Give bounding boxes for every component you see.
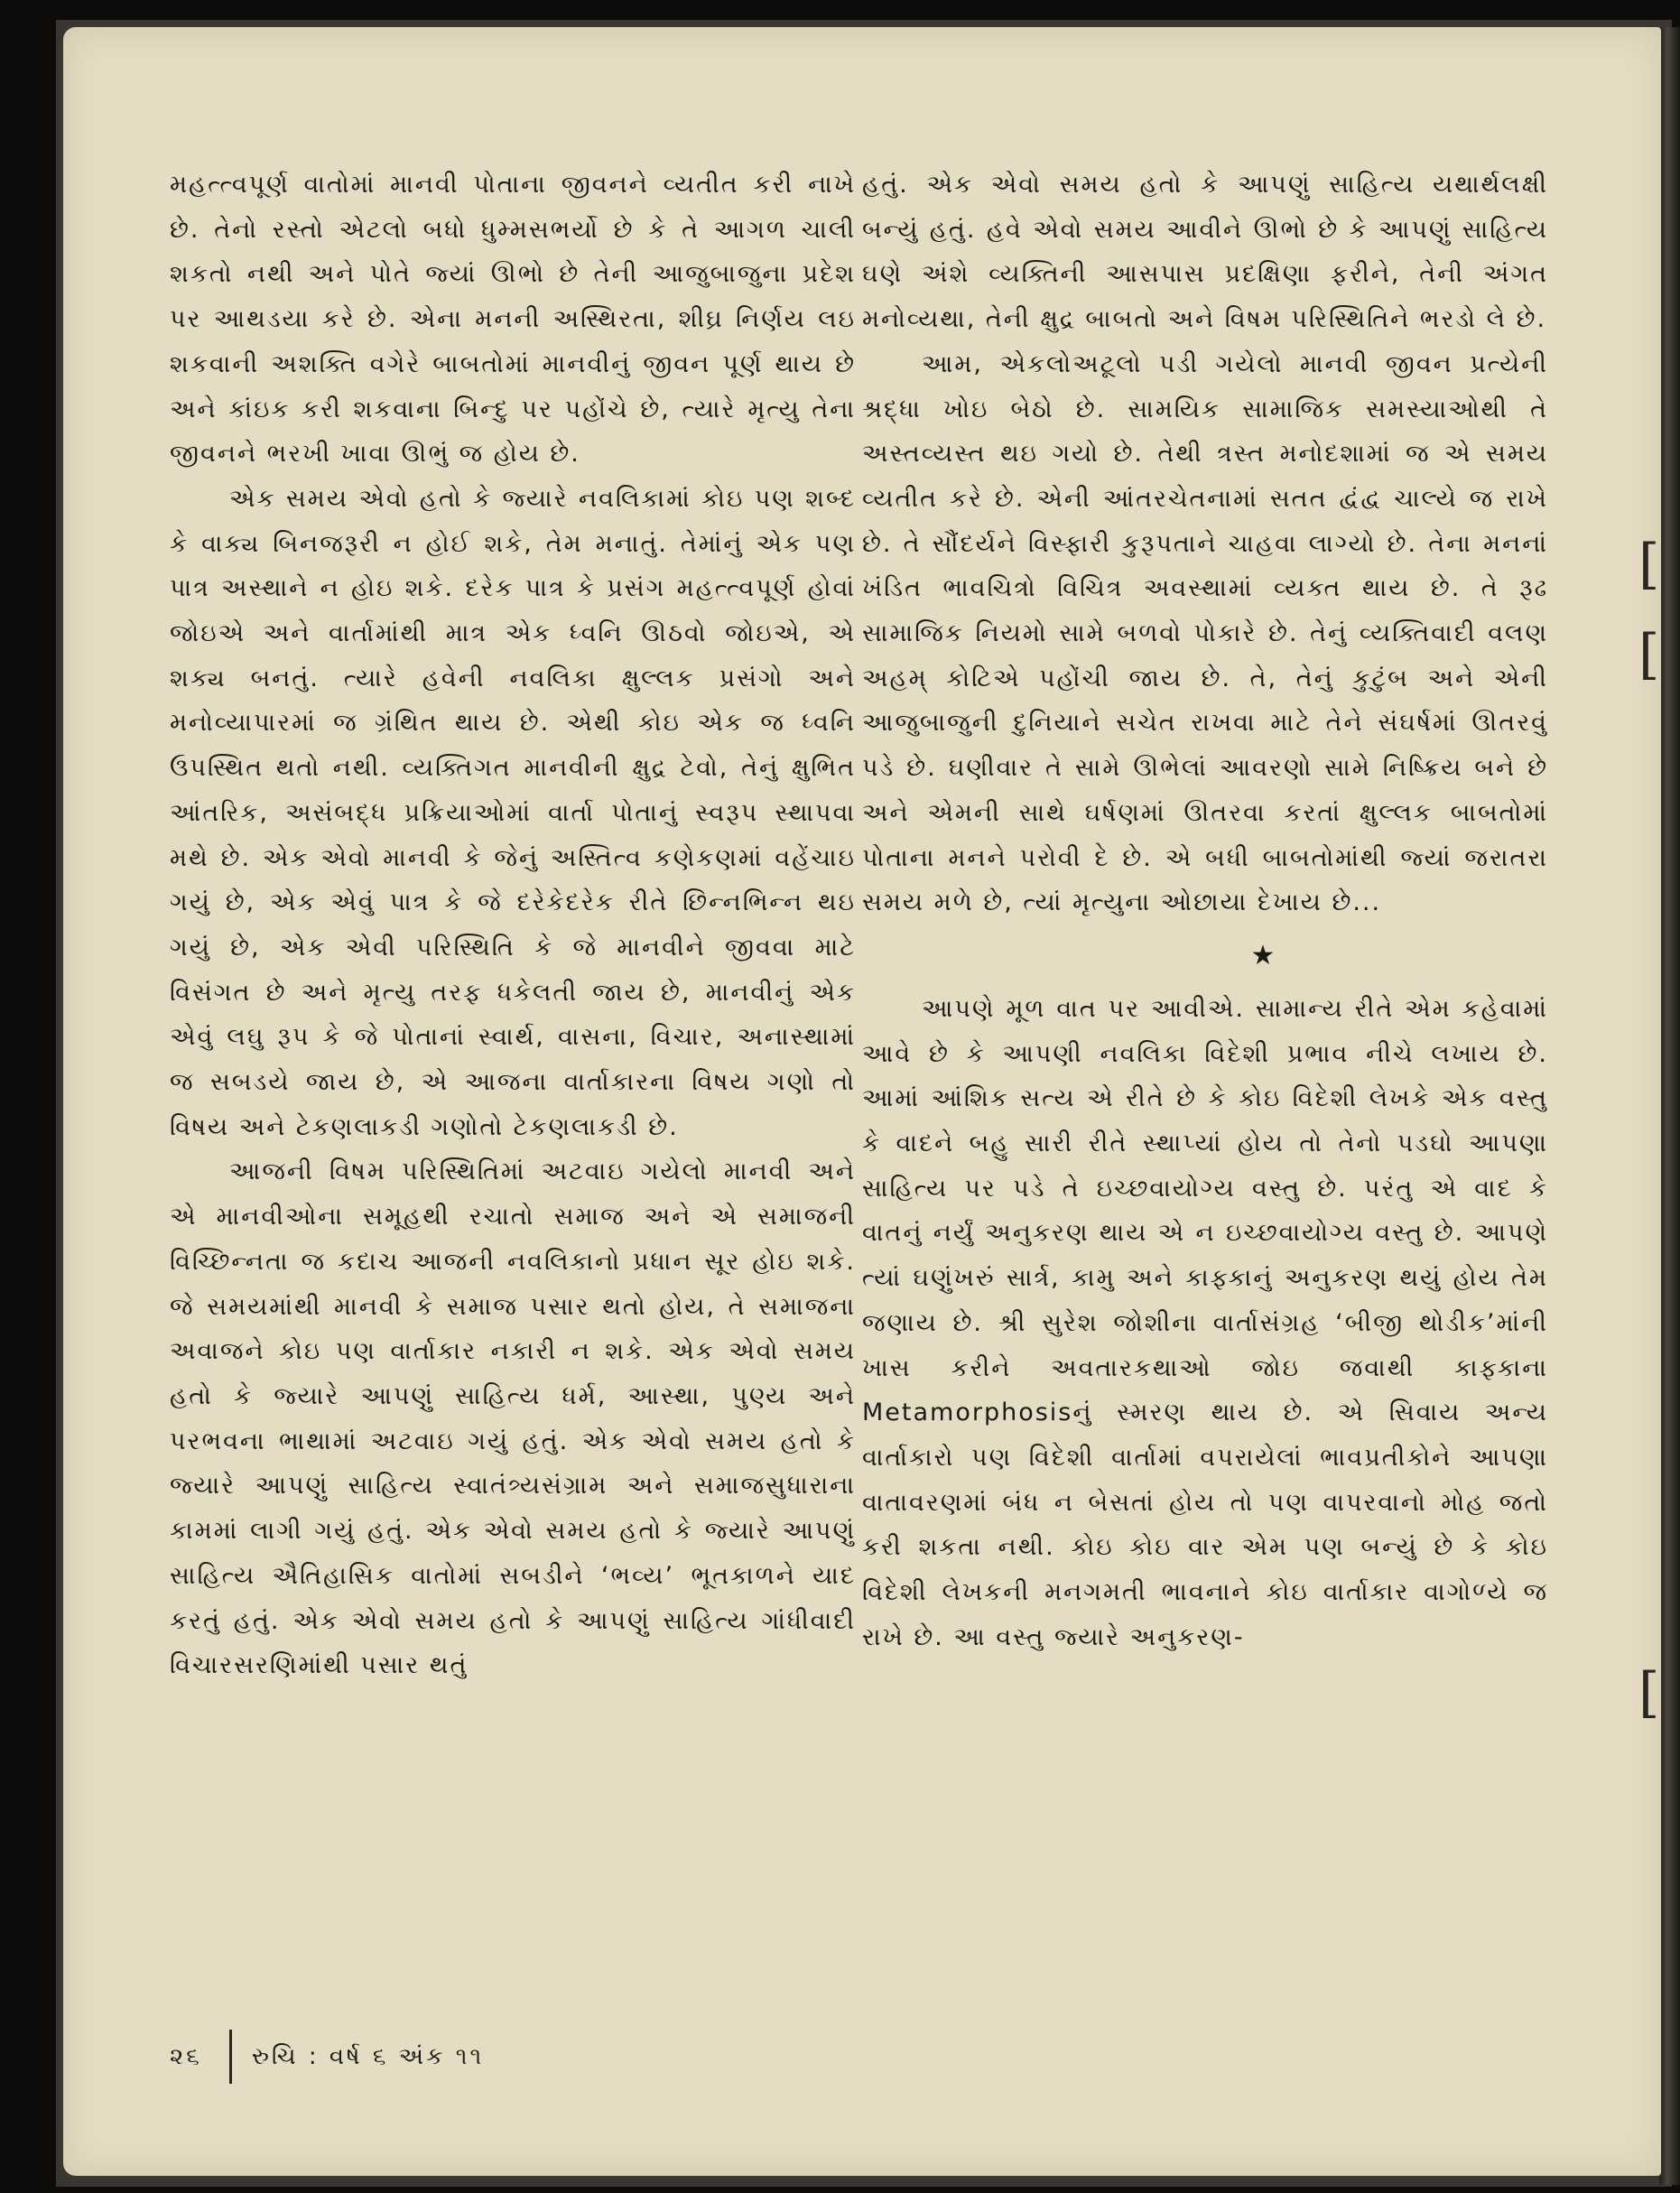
- edge-mark: [: [1638, 1661, 1660, 1724]
- paragraph: હતું. એક એવો સમય હતો કે આપણું સાહિત્ય યથાર્થલક્ષી બન્યું હતું. હવે એવો સમય આવીને ઊભો છે કે આપણું સાહિત્ય ઘણે અંશે વ્યક્તિની આસપાસ પ્રદક્ષિણા ફરીને, તેની અંગત મનોવ્યથા, તેની ક્ષુદ્ર બાબતો અને વિષમ પરિસ્થિતિને ભરડો લે છે.: [862, 171, 1548, 334]
- paragraph: આપણે મૂળ વાત પર આવીએ. સામાન્ય રીતે એમ કહેવામાં આવે છે કે આપણી નવલિકા વિદેશી પ્રભાવ નીચે લખાય છે. આમાં આંશિક સત્ય એ રીતે છે કે કોઇ વિદેશી લેખકે એક વસ્તુ કે વાદને બહુ સારી રીતે સ્થાપ્યાં હોય તો તેનો પડઘો આપણા સાહિત્ય પર પડે તે ઇચ્છવાયોગ્ય વસ્તુ છે. પરંતુ એ વાદ કે વાતનું નર્યું અનુકરણ થાય એ ન ઇચ્છવાયોગ્ય વસ્તુ છે. આપણે ત્યાં ઘણુંખરું સાર્ત્ર, કામુ અને કાફ્કાનું અનુકરણ થયું હોય તેમ જણાય છે. શ્રી સુરેશ જોશીના વાર્તાસંગ્રહ ‘બીજી થોડીક’માંની ખાસ કરીને અવતારકથાઓ જોઇ જવાથી કાફ્કાના Metamorphosisનું સ્મરણ થાય છે. એ સિવાય અન્ય વાર્તાકારો પણ વિદેશી વાર્તામાં વપરાયેલાં ભાવપ્રતીકોને આપણા વાતાવરણમાં બંધ ન બેસતાં હોય તો પણ વાપરવાનો મોહ જતો કરી શકતા નથી. કોઇ કોઇ વાર એમ પણ બન્યું છે કે કોઇ વિદેશી લેખકની મનગમતી ભાવનાને કોઇ વાર્તાકાર વાગોળ્યે જ રાખે છે. આ વસ્તુ જ્યારે અનુકરણ-: [862, 994, 1548, 1651]
- paragraph: એક સમય એવો હતો કે જ્યારે નવલિકામાં કોઇ પણ શબ્દ કે વાક્ય બિનજરૂરી ન હોઈ શકે, તેમ મનાતું. તેમાંનું એક પણ પાત્ર અસ્થાને ન હોઇ શકે. દરેક પાત્ર કે પ્રસંગ મહત્ત્વપૂર્ણ હોવાં જોઇએ અને વાર્તામાંથી માત્ર એક ધ્વનિ ઊઠવો જોઇએ, એ શક્ય બનતું. ત્યારે હવેની નવલિકા ક્ષુલ્લક પ્રસંગો અને મનોવ્યાપારમાં જ ગ્રંથિત થાય છે. એથી કોઇ એક જ ધ્વનિ ઉપસ્થિત થતો નથી. વ્યક્તિગત માનવીની ક્ષુદ્ર ટેવો, તેનું ક્ષુભિત આંતરિક, અસંબદ્ધ પ્રક્રિયાઓમાં વાર્તા પોતાનું સ્વરૂપ સ્થાપવા મથે છે. એક એવો માનવી કે જેનું અસ્તિત્વ કણેકણમાં વહેંચાઇ ગયું છે, એક એવું પાત્ર કે જે દરેકેદરેક રીતે છિન્નભિન્ન થઇ ગયું છે, એક એવી પરિસ્થિતિ કે જે માનવીને જીવવા માટે વિસંગત છે અને મૃત્યુ તરફ ધકેલતી જાય છે, માનવીનું એક એવું લઘુ રૂપ કે જે પોતાનાં સ્વાર્થ, વાસના, વિચાર, અનાસ્થામાં જ સબડયે જાય છે, એ આજના વાર્તાકારના વિષય ગણો તો વિષય અને ટેકણલાકડી ગણોતો ટેકણલાકડી છે.: [170, 484, 856, 1141]
- paragraph: મહત્ત્વપૂર્ણ વાતોમાં માનવી પોતાના જીવનને વ્યતીત કરી નાખે છે. તેનો રસ્તો એટલો બધો ધુમ્મસભર્યો છે કે તે આગળ ચાલી શકતો નથી અને પોતે જ્યાં ઊભો છે તેની આજુબાજુના પ્રદેશ પર આથડયા કરે છે. એના મનની અસ્થિરતા, શીઘ્ર નિર્ણય લઇ શકવાની અશક્તિ વગેરે બાબતોમાં માનવીનું જીવન પૂર્ણ થાય છે અને કાંઇક કરી શકવાના બિન્દુ પર પહોંચે છે, ત્યારે મૃત્યુ તેના જીવનને ભરખી ખાવા ઊભું જ હોય છે.: [170, 171, 856, 469]
- paragraph: આમ, એકલોઅટૂલો પડી ગયેલો માનવી જીવન પ્રત્યેની શ્રદ્ધા ખોઇ બેઠો છે. સામયિક સામાજિક સમસ્યાઓથી તે અસ્તવ્યસ્ત થઇ ગયો છે. તેથી ત્રસ્ત મનોદશામાં જ એ સમય વ્યતીત કરે છે. એની આંતરચેતનામાં સતત દ્વંદ્વ ચાલ્યે જ રાખે છે. તે સૌંદર્યને વિસ્ફારી કુરૂપતાને ચાહવા લાગ્યો છે. તેના મનનાં ખંડિત ભાવચિત્રો વિચિત્ર અવસ્થામાં વ્યક્ત થાય છે. તે રૂઢ સામાજિક નિયમો સામે બળવો પોકારે છે. તેનું વ્યક્તિવાદી વલણ અહમ્ કોટિએ પહોંચી જાય છે. તે, તેનું કુટુંબ અને એની આજુબાજુની દુનિયાને સચેત રાખવા માટે તેને સંઘર્ષમાં ઊતરવું પડે છે. ઘણીવાર તે સામે ઊભેલાં આવરણો સામે નિષ્ક્રિય બને છે અને એમની સાથે ઘર્ષણમાં ઊતરવા કરતાં ક્ષુલ્લક બાબતોમાં પોતાના મનને પરોવી દે છે. એ બધી બાબતોમાંથી જ્યાં જરાતરા સમય મળે છે, ત્યાં મૃત્યુના ઓછાયા દેખાય છે...: [862, 349, 1548, 917]
- left-column: [170, 163, 856, 1688]
- footer-divider: [229, 2030, 232, 2084]
- right-column: [862, 163, 1548, 1660]
- binding-edge: [1659, 27, 1680, 2185]
- edge-mark: [: [1638, 533, 1660, 596]
- edge-mark: [: [1638, 623, 1660, 686]
- page-footer: [170, 2030, 484, 2084]
- section-separator-star: ★: [1250, 939, 1277, 971]
- journal-issue: રુચિ : વર્ષ ૬ અંક ૧૧: [251, 2042, 485, 2070]
- paragraph: આજની વિષમ પરિસ્થિતિમાં અટવાઇ ગયેલો માનવી અને એ માનવીઓના સમૂહથી રચાતો સમાજ અને એ સમાજની વિચ્છિન્નતા જ કદાચ આજની નવલિકાનો પ્રધાન સૂર હોઇ શકે. જે સમયમાંથી માનવી કે સમાજ પસાર થતો હોય, તે સમાજના અવાજને કોઇ પણ વાર્તાકાર નકારી ન શકે. એક એવો સમય હતો કે જ્યારે આપણું સાહિત્ય ધર્મ, આસ્થા, પુણ્ય અને પરભવના ભાથામાં અટવાઇ ગયું હતું. એક એવો સમય હતો કે જ્યારે આપણું સાહિત્ય સ્વાતંત્ર્યસંગ્રામ અને સમાજસુધારાના કામમાં લાગી ગયું હતું. એક એવો સમય હતો કે જ્યારે આપણું સાહિત્ય ઐતિહાસિક વાતોમાં સબડીને ‘ભવ્ય’ ભૂતકાળને યાદ કરતું હતું. એક એવો સમય હતો કે આપણું સાહિત્ય ગાંધીવાદી વિચારસરણિમાંથી પસાર થતું: [170, 1157, 856, 1680]
- page-number: ૨૬: [170, 2042, 202, 2070]
